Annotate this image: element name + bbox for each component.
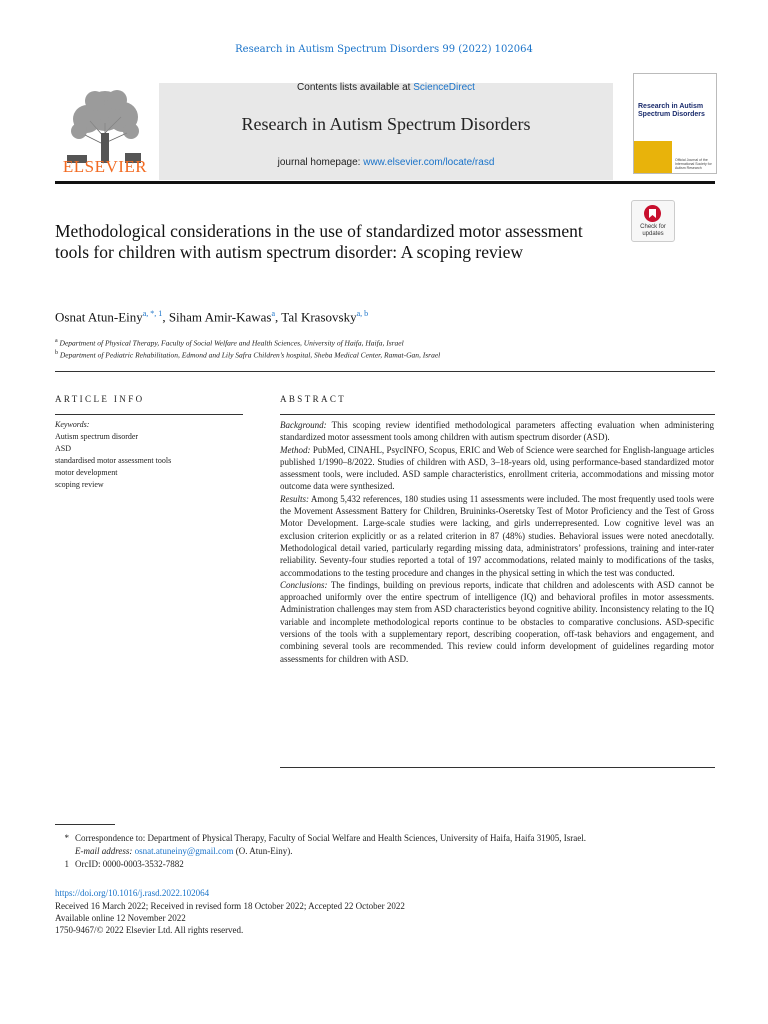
article-info-heading: ARTICLE INFO — [55, 394, 145, 404]
keyword: Autism spectrum disorder — [55, 432, 139, 441]
check-for-updates-button[interactable] — [631, 200, 675, 242]
footnote-divider — [55, 824, 115, 825]
cover-band — [634, 155, 672, 173]
journal-masthead — [55, 73, 715, 181]
author-name[interactable]: Siham Amir-Kawas — [168, 309, 272, 325]
abstract-end-divider — [280, 767, 715, 768]
email-link[interactable]: osnat.atuneiny@gmail.com — [134, 846, 234, 856]
cover-title: Research in Autism Spectrum Disorders — [638, 103, 705, 118]
journal-cover-thumbnail[interactable] — [633, 73, 717, 174]
footnote-mark: 1 — [64, 859, 69, 869]
abstract-label: Method: — [280, 444, 311, 455]
author-name[interactable]: Osnat Atun-Einy — [55, 309, 143, 325]
doi-link[interactable]: https://doi.org/10.1016/j.rasd.2022.102064 — [55, 888, 210, 898]
author-list: Osnat Atun-Einy$^{a, *, 1}$, Siham Amir-Kawas$^a$, Tal Krasovsky$^{a, b}$ — [55, 309, 369, 325]
affiliation-mark: a — [55, 338, 58, 344]
email-footnote — [75, 846, 292, 856]
keyword: motor development — [55, 468, 118, 477]
journal-homepage — [159, 157, 613, 168]
correspondence-text: Correspondence to: Department of Physical Therapy, Faculty of Social Welfare and Health Sciences, University of Haifa, Haifa 31905, Israel. — [75, 833, 586, 843]
received-dates: Received 16 March 2022; Received in revised form 18 October 2022; Accepted 22 October 2022 — [55, 901, 405, 911]
orcid-footnote — [55, 859, 184, 869]
abstract-label: Conclusions: — [280, 579, 328, 590]
abstract-section-background — [280, 419, 714, 444]
contents-line — [159, 82, 613, 93]
email-label: E-mail address: — [75, 846, 133, 856]
sciencedirect-link[interactable]: ScienceDirect — [413, 82, 475, 93]
cover-subtitle: Official Journal of the International Society for Autism Research — [675, 158, 712, 170]
masthead-divider — [55, 181, 715, 184]
publisher-name: ELSEVIER — [62, 157, 148, 176]
keyword: standardised motor assessment tools — [55, 456, 172, 465]
journal-citation[interactable]: Research in Autism Spectrum Disorders 99 (2022) 102064 — [235, 44, 533, 55]
available-online: Available online 12 November 2022 — [55, 913, 186, 923]
abstract-section-conclusions — [280, 579, 714, 665]
keywords-label: Keywords: — [55, 420, 90, 429]
affiliation-text: Department of Pediatric Rehabilitation, Edmond and Lily Safra Children’s hospital, Sheba Medical Center, Ramat-Gan, Israel — [59, 350, 441, 360]
check-updates-icon — [644, 205, 661, 222]
author-name[interactable]: Tal Krasovsky — [281, 309, 357, 325]
abstract-section-results — [280, 493, 714, 579]
author-affiliation-mark[interactable]: a, b — [356, 309, 369, 318]
abstract-text: This scoping review identified methodological parameters affecting evaluation when administering standardized motor assessment tools among children with autism spectrum disorder (ASD). — [280, 420, 714, 443]
article-info-divider — [55, 414, 243, 415]
abstract-divider — [280, 414, 715, 415]
author-affiliation-mark[interactable]: a — [271, 309, 276, 318]
abstract-section-method — [280, 444, 714, 493]
footnote-mark: * — [64, 833, 69, 843]
homepage-prefix: journal homepage: — [277, 157, 361, 168]
orcid-text: OrcID: 0000-0003-3532-7882 — [75, 859, 184, 869]
abstract-text: PubMed, CINAHL, PsycINFO, Scopus, ERIC and Web of Science were searched for English-language articles published 1/1990–8/2022. Studies of children with ASD, 3–18-years old, using performance-based standardized motor assessment tools, were included. ASD sample characteristics, enrollment criteria, accommodations and missing motor outcome data were synthesized. — [280, 444, 715, 492]
abstract-text: The findings, building on previous reports, indicate that children and adolescents with ASD cannot be approached uniformly over the entire spectrum of intelligence (IQ) and behavioral profiles in motor assessments. Administration challenges may stem from ASD characteristics beyond cognitive ability. Inconsistency relating to the IQ variable and incomplete methodological reports continue to be obstacles to comparative conclusions. ASD-specific versions of the tools with a supplementary report, describing cooperation, off-task behaviors and engagement, and combining several tools are recommended. This review could inform development of guidelines regarding motor assessments for children with ASD. — [280, 579, 715, 664]
abstract-label: Background: — [280, 420, 327, 430]
affiliation-text: Department of Physical Therapy, Faculty of Social Welfare and Health Sciences, University of Haifa, Haifa, Israel — [59, 338, 404, 348]
abstract-label: Results: — [280, 493, 309, 504]
abstract-body — [280, 419, 714, 665]
contents-prefix: Contents lists available at — [297, 82, 411, 93]
journal-title: Research in Autism Spectrum Disorders — [241, 114, 531, 134]
section-divider — [55, 371, 715, 372]
check-updates-label: Check for updates — [640, 224, 666, 237]
affiliation-mark: b — [55, 350, 58, 356]
affiliation — [55, 350, 440, 360]
cover-band — [634, 141, 672, 155]
homepage-link[interactable]: www.elsevier.com/locate/rasd — [363, 157, 495, 168]
email-suffix: (O. Atun-Einy). — [235, 846, 293, 856]
keyword: scoping review — [55, 480, 104, 489]
keyword: ASD — [55, 444, 72, 453]
copyright: 1750-9467/© 2022 Elsevier Ltd. All rights reserved. — [55, 925, 244, 935]
author-affiliation-mark[interactable]: a, *, 1 — [142, 309, 163, 318]
abstract-text: Among 5,432 references, 180 studies using 11 assessments were included. The most frequently used tools were the Movement Assessment Battery for Children, Bruininks-Oseretsky Test of Motor Proficiency and the Test of Gross Motor Development. Large-scale studies were lacking, and girls underrepresented. Low cognitive level was an exclusion criterion explicitly or as a related criterion in 87 (48%) studies. Behavioral issues were noted anecdotally. Methodological detail varied, particularly regarding missing data, administrators’ professions, training and inter-rater reliability. Seventy-four studies reported a total of 197 accommodations, related mainly to modifications of the tasks, accommodations to the testing procedure and changes in the physical setting in which the test was conducted. — [280, 493, 714, 578]
abstract-heading: ABSTRACT — [280, 394, 347, 404]
affiliation — [55, 338, 404, 348]
paper-title: Methodological considerations in the use of standardized motor assessment tools for children with autism spectrum disorder: A scoping review — [55, 221, 583, 262]
correspondence-footnote — [55, 833, 586, 843]
